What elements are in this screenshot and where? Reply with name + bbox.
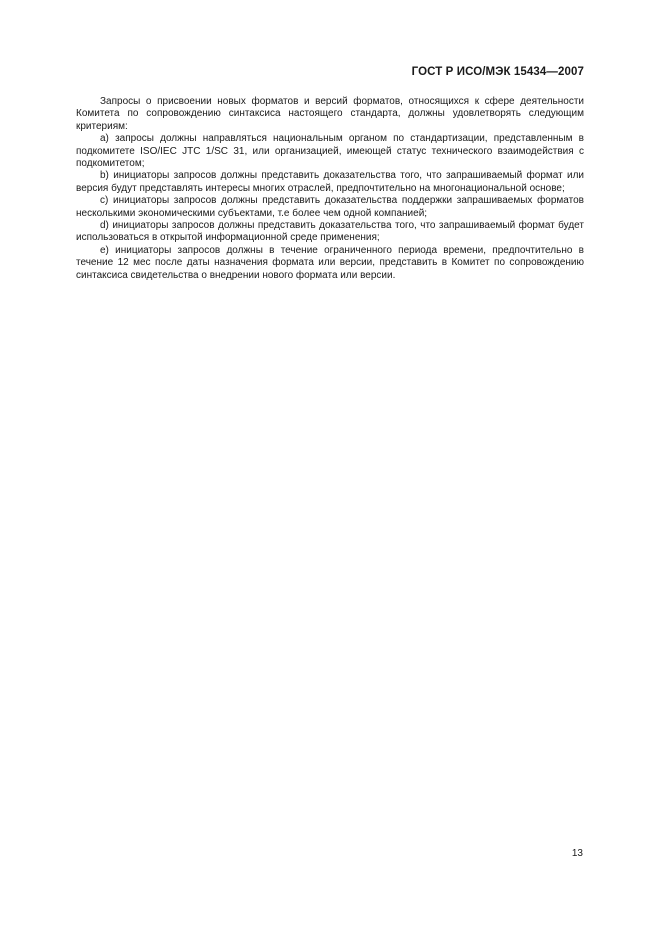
intro-paragraph: Запросы о присвоении новых форматов и версий форматов, относящихся к сфере деятельности Комитета по сопровождению синтаксиса настоящего стандарта, должны удовлетворять следующим критериям:: [76, 96, 584, 132]
document-body: [76, 96, 584, 282]
document-header: [412, 66, 584, 78]
criterion-e: е) инициаторы запросов должны в течение ограниченного периода времени, предпочтительно в течение 12 мес после даты назначения формата или версии, представить в Комитет по сопровождению синтаксиса свидетельства о внедрении нового формата или версии.: [76, 244, 584, 281]
criterion-a: а) запросы должны направляться национальным органом по стандартизации, представленным в подкомитете ISO/IEC JTC 1/SC 31, или организацией, имеющей статус технического взаимодействия с подкомитетом;: [76, 133, 584, 170]
criterion-c: c) инициаторы запросов должны представить доказательства поддержки запрашиваемых форматов несколькими экономическими субъектами, т.е более чем одной компанией;: [76, 195, 584, 219]
criterion-d: d) инициаторы запросов должны представить доказательства того, что запрашиваемый формат будет использоваться в открытой информационной среде применения;: [76, 220, 584, 244]
document-code: ГОСТ Р ИСО/МЭК 15434—2007: [411, 66, 584, 78]
page-number: 13: [571, 848, 583, 859]
criterion-b: b) инициаторы запросов должны представить доказательства того, что запрашиваемый формат или версия будут представлять интересы многих отраслей, предпочтительно на многонациональной основе;: [76, 170, 584, 194]
